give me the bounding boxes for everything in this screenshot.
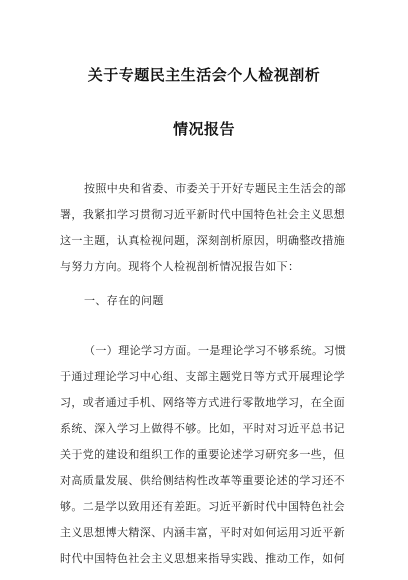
intro-paragraph [60,176,350,280]
body-line: 对高质量发展、供给侧结构性改革等重要论述的学习还不 [60,474,345,487]
intro-line: 这一主题，认真检视问题，深刻剖析原因，明确整改措施 [60,234,345,247]
body-line: 习，或者通过手机、网络等方式进行零散地学习，在全面 [60,396,345,409]
body-line: 于通过理论学习中心组、支部主题党日等方式开展理论学 [60,370,345,383]
intro-line: 署，我紧扣学习贯彻习近平新时代中国特色社会主义思想 [60,208,345,221]
document-title-line-1: 关于专题民主生活会个人检视剖析 [87,66,321,84]
body-line: 系统、深入学习上做得不够。比如，平时对习近平总书记 [60,422,345,435]
intro-line: 与努力方向。现将个人检视剖析情况报告如下： [60,260,300,273]
intro-line: 按照中央和省委、市委关于开好专题民主生活会的部 [84,182,347,195]
body-line: 够。二是学以致用还有差距。习近平新时代中国特色社会 [60,500,345,513]
body-line: （一）理论学习方面。一是理论学习不够系统。习惯 [84,344,347,357]
body-line: 时代中国特色社会主义思想来指导实践、推动工作，如何 [60,552,345,565]
body-paragraph [60,338,350,572]
section-heading-text: 一、存在的问题 [84,294,164,307]
body-line: 主义思想博大精深、内涵丰富，平时对如何运用习近平新 [60,526,345,539]
document-title-line-2: 情况报告 [172,120,235,138]
body-line: 关于党的建设和组织工作的重要论述学习研究多一些，但 [60,448,345,461]
section-heading [60,288,350,314]
